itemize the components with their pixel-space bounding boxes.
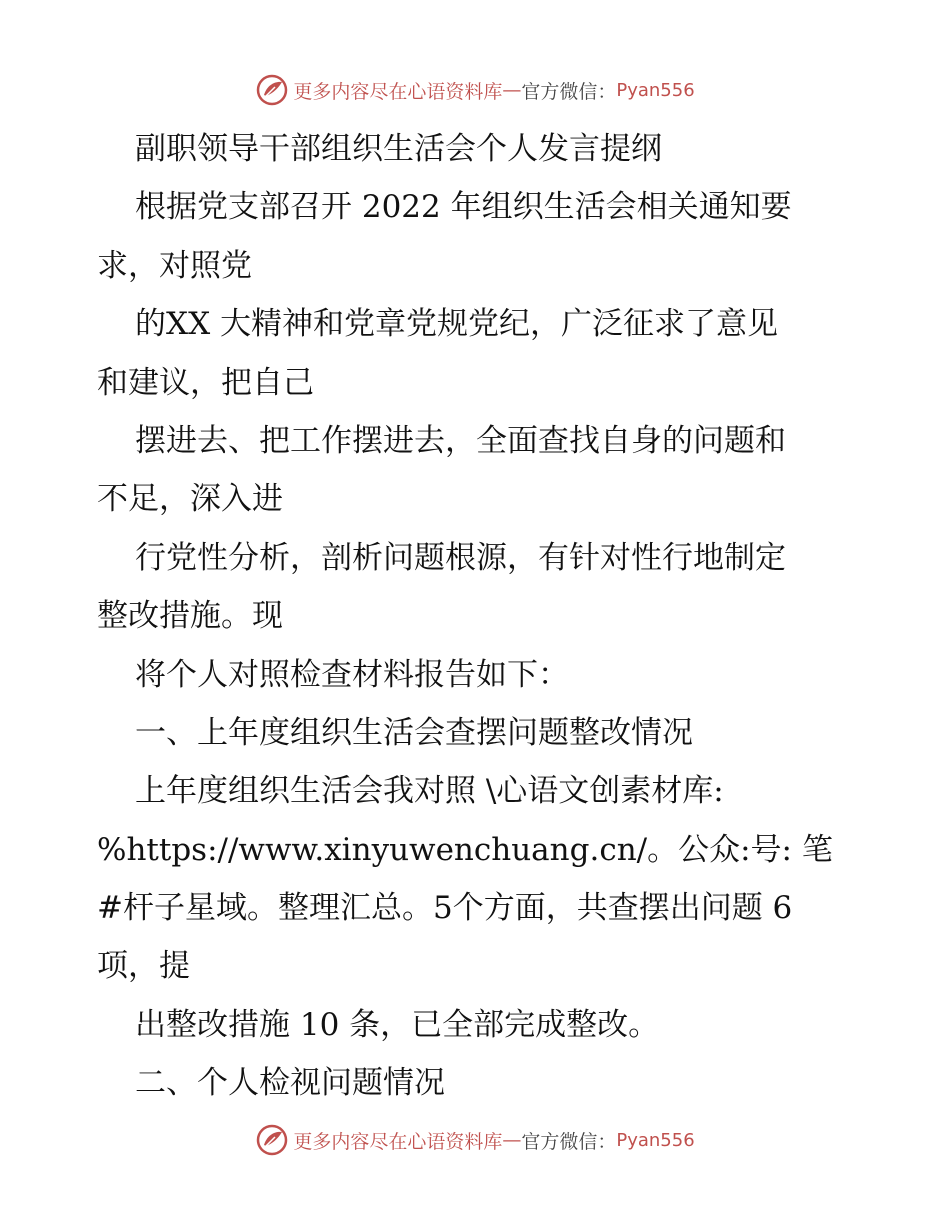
header-watermark [0, 70, 950, 110]
document-line: 摆进去、把工作摆进去，全面查找自身的问题和 [135, 422, 786, 459]
document-line: #杆子星域。整理汇总。5个方面，共查摆出问题 6 [97, 890, 793, 927]
document-line: 和建议，把自己 [97, 364, 314, 401]
watermark-site-text: 更多内容尽在心语资料库 [293, 80, 503, 103]
footer-watermark [0, 1120, 950, 1160]
document-line: 副职领导干部组织生活会个人发言提纲 [135, 131, 662, 167]
watermark-official-text: 官方微信： [521, 80, 617, 103]
watermark-site-text: 更多内容尽在心语资料库 [293, 1130, 503, 1153]
document-body [97, 120, 867, 1113]
watermark-separator: — [502, 79, 522, 101]
document-line: 整改措施。现 [97, 598, 283, 635]
document-line: 求，对照党 [97, 247, 252, 284]
watermark-separator: — [502, 1129, 522, 1151]
document-line: 根据党支部召开 2022 年组织生活会相关通知要 [135, 189, 792, 226]
document-line: 上年度组织生活会我对照 \心语文创素材库: [135, 773, 724, 810]
document-line: 行党性分析，剖析问题根源，有针对性行地制定 [135, 539, 786, 576]
document-line: 一、上年度组织生活会查摆问题整改情况 [135, 714, 693, 751]
document-line: 项，提 [97, 948, 190, 985]
watermark-id-text: Pyan556 [616, 79, 695, 101]
leaf-seal-icon [255, 1123, 289, 1157]
document-line: %https://www.xinyuwenchuang.cn/。公众:号: 笔 [97, 831, 833, 868]
document-line: 二、个人检视问题情况 [135, 1065, 445, 1102]
document-line: 将个人对照检查材料报告如下： [135, 656, 569, 693]
document-line: 不足，深入进 [97, 481, 283, 518]
leaf-seal-icon [255, 73, 289, 107]
document-line: 的XX 大精神和党章党规党纪，广泛征求了意见 [135, 306, 778, 343]
document-line: 出整改措施 10 条，已全部完成整改。 [135, 1006, 660, 1043]
watermark-id-text: Pyan556 [616, 1129, 695, 1151]
watermark-official-text: 官方微信： [521, 1130, 617, 1153]
